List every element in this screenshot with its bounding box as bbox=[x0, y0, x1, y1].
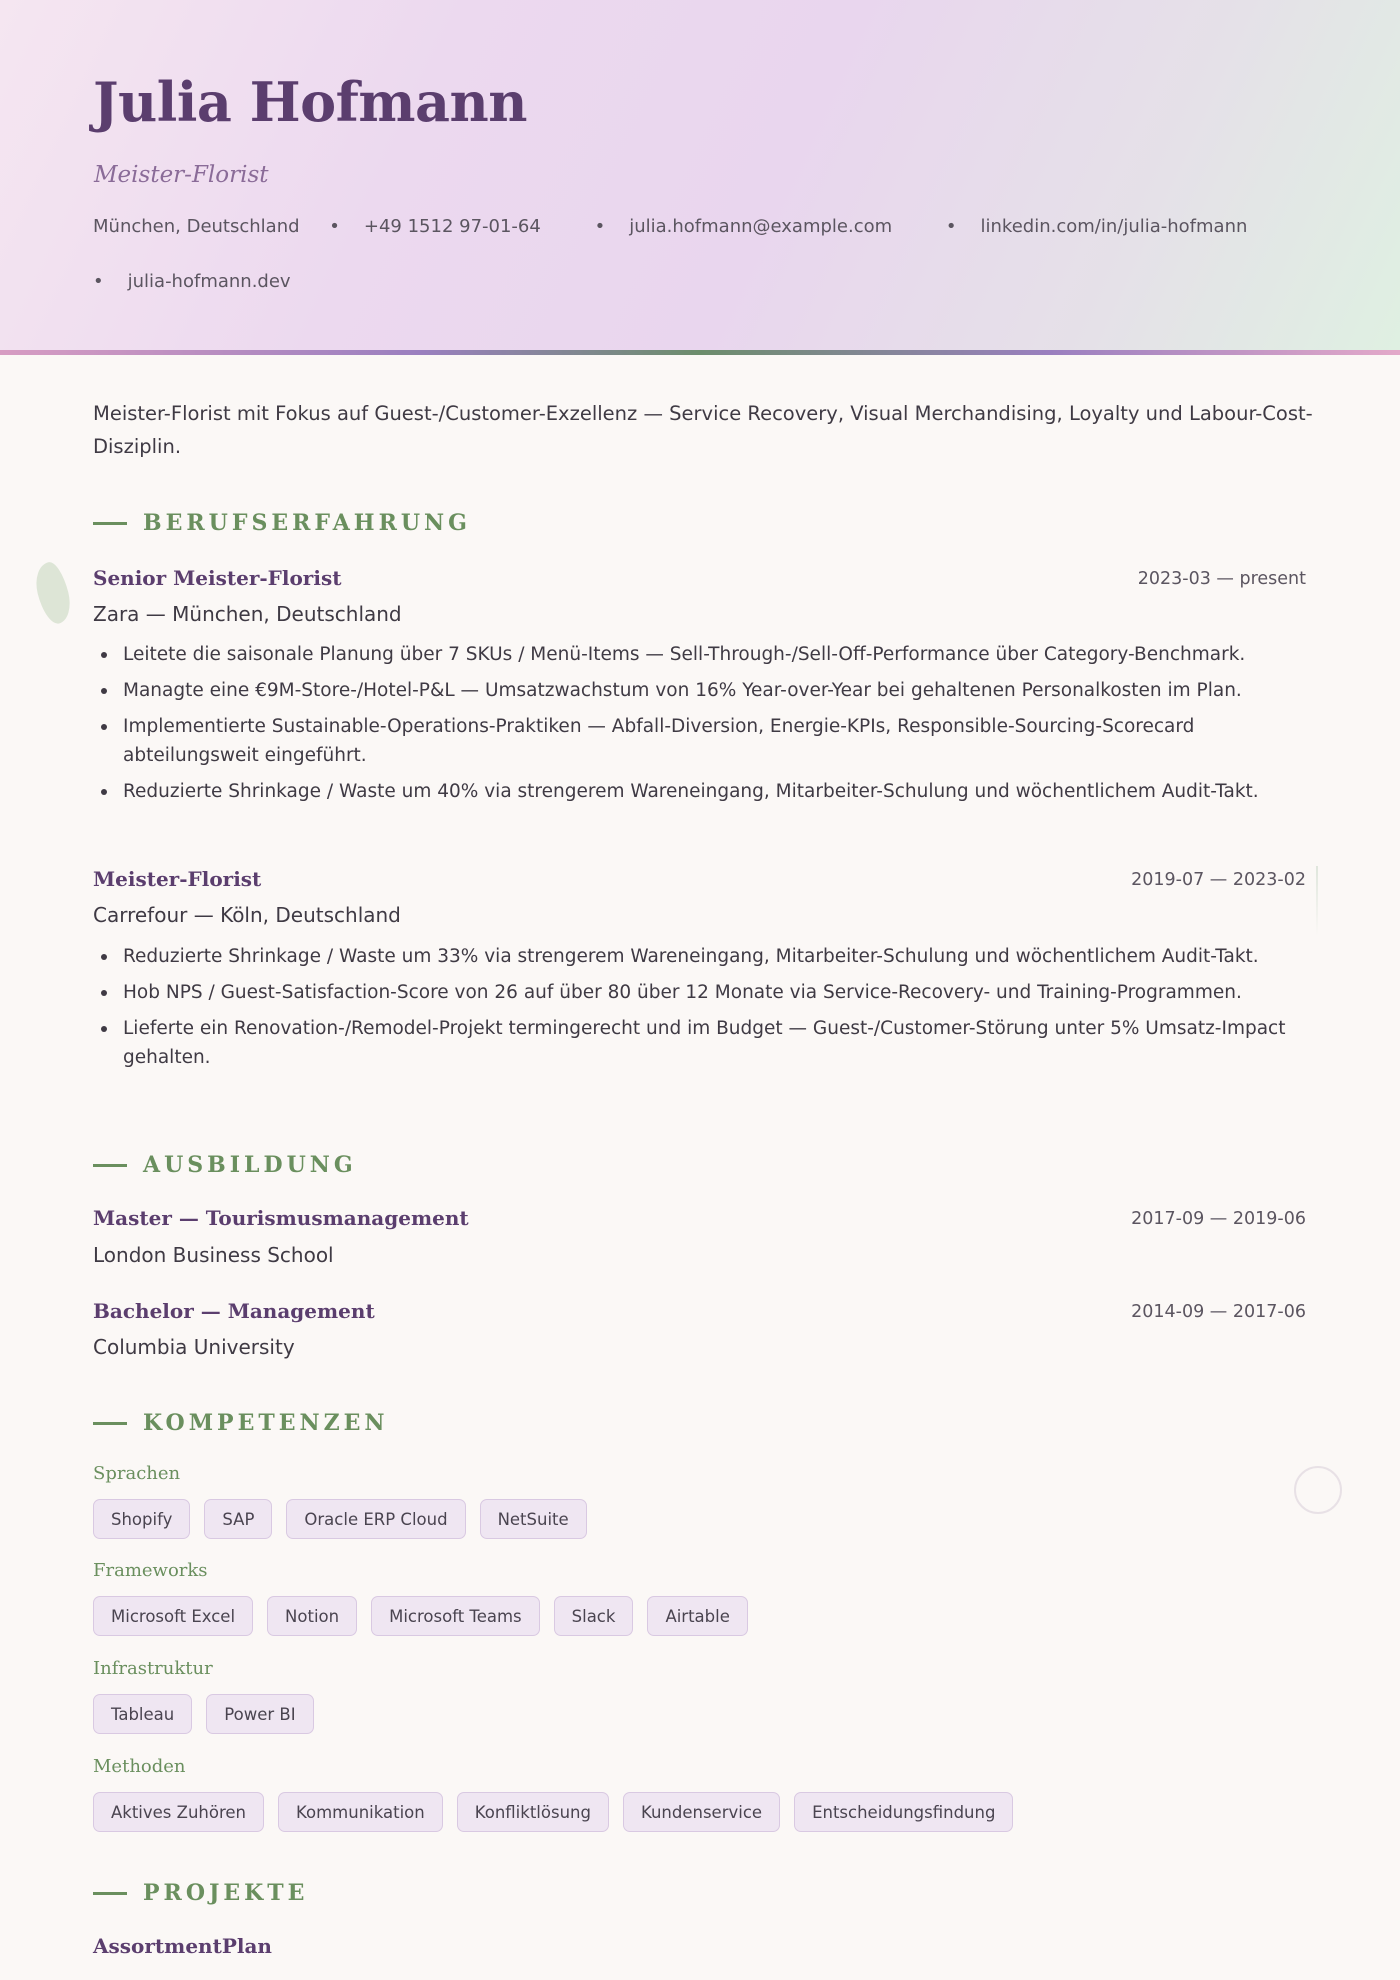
list-item: Implementierte Sustainable-Operations-Praktiken — Abfall-Diversion, Energie-KPIs, Responsible-Sourcing-Scorecard abteilungsweit eingeführt. bbox=[93, 712, 1308, 770]
list-item: Managte eine €9M-Store-/Hotel-P&L — Umsatzwachstum von 16% Year-over-Year bei gehaltenen Personalkosten im Plan. bbox=[93, 676, 1308, 705]
skill-chip: Entscheidungsfindung bbox=[794, 1792, 1013, 1832]
section-bar bbox=[93, 1422, 127, 1425]
job-title: Meister-Florist bbox=[93, 867, 262, 891]
list-item: Hob NPS / Guest-Satisfaction-Score von 26 auf über 80 über 12 Monate via Service-Recovery- und Training-Programmen. bbox=[93, 978, 1308, 1007]
section-skills bbox=[93, 1408, 389, 1438]
job-bullets bbox=[93, 942, 1308, 1079]
job-title: Senior Meister-Florist bbox=[93, 566, 342, 590]
project-title: AssortmentPlan bbox=[93, 1934, 272, 1958]
skill-group-label: Infrastruktur bbox=[93, 1658, 213, 1679]
candidate-name: Julia Hofmann bbox=[93, 70, 528, 134]
skill-chip: Notion bbox=[267, 1596, 357, 1636]
contact-phone-item bbox=[329, 216, 565, 237]
contact-email-item[interactable] bbox=[595, 216, 917, 237]
section-title: BERUFSERFAHRUNG bbox=[143, 510, 471, 536]
skill-group-label: Sprachen bbox=[93, 1463, 181, 1484]
skill-chip: Airtable bbox=[647, 1596, 747, 1636]
skill-chip: Oracle ERP Cloud bbox=[286, 1499, 465, 1539]
contact-linkedin[interactable]: linkedin.com/in/julia-hofmann bbox=[980, 216, 1248, 237]
job-bullets bbox=[93, 640, 1308, 813]
skill-group-label: Frameworks bbox=[93, 1560, 208, 1581]
separator-dot: • bbox=[93, 271, 104, 292]
candidate-role: Meister-Florist bbox=[94, 162, 269, 188]
job-dates: 2019-07 — 2023-02 bbox=[1131, 870, 1306, 890]
skill-group-label: Methoden bbox=[93, 1756, 186, 1777]
contact-line bbox=[93, 216, 1295, 237]
list-item: Leitete die saisonale Planung über 7 SKUs / Menü-Items — Sell-Through-/Sell-Off-Performance über Category-Benchmark. bbox=[93, 640, 1308, 669]
section-education bbox=[93, 1150, 357, 1180]
section-bar bbox=[93, 1892, 127, 1895]
skill-chip: Tableau bbox=[93, 1694, 192, 1734]
contact-website[interactable]: julia-hofmann.dev bbox=[127, 271, 291, 292]
skill-chip: Aktives Zuhören bbox=[93, 1792, 264, 1832]
section-bar bbox=[93, 1164, 127, 1167]
contact-website-item[interactable] bbox=[93, 271, 315, 292]
skill-chip: Konfliktlösung bbox=[457, 1792, 609, 1832]
section-title: PROJEKTE bbox=[143, 1880, 309, 1906]
line-decoration bbox=[1316, 866, 1318, 936]
skill-chip: Slack bbox=[554, 1596, 634, 1636]
section-title: AUSBILDUNG bbox=[143, 1152, 357, 1178]
skill-chip: Shopify bbox=[93, 1499, 190, 1539]
skill-chip: NetSuite bbox=[480, 1499, 587, 1539]
separator-dot: • bbox=[945, 216, 957, 237]
leaf-decoration bbox=[31, 559, 75, 626]
contact-line-2 bbox=[93, 271, 339, 292]
degree-title: Bachelor — Management bbox=[93, 1299, 375, 1323]
list-item: Reduzierte Shrinkage / Waste um 33% via strengerem Wareneingang, Mitarbeiter-Schulung und wöchentlichem Audit-Takt. bbox=[93, 942, 1308, 971]
contact-email[interactable]: julia.hofmann@example.com bbox=[629, 216, 893, 237]
skill-chip: SAP bbox=[204, 1499, 272, 1539]
degree-dates: 2014-09 — 2017-06 bbox=[1131, 1302, 1306, 1322]
skill-chip: Power BI bbox=[206, 1694, 313, 1734]
job-company: Carrefour — Köln, Deutschland bbox=[93, 903, 401, 927]
contact-phone: +49 1512 97-01-64 bbox=[363, 216, 541, 237]
skill-chips bbox=[93, 1499, 587, 1539]
list-item: Reduzierte Shrinkage / Waste um 40% via strengerem Wareneingang, Mitarbeiter-Schulung und wöchentlichem Audit-Takt. bbox=[93, 777, 1308, 806]
summary-text: Meister-Florist mit Fokus auf Guest-/Customer-Exzellenz — Service Recovery, Visual Merchandising, Loyalty und Labour-Cost-Disziplin. bbox=[93, 402, 1313, 458]
skill-chips bbox=[93, 1694, 314, 1734]
separator-dot: • bbox=[594, 216, 606, 237]
contact-linkedin-item[interactable] bbox=[946, 216, 1272, 237]
section-projects bbox=[93, 1878, 308, 1908]
section-experience bbox=[93, 508, 471, 538]
job-dates: 2023-03 — present bbox=[1137, 569, 1306, 589]
school-name: Columbia University bbox=[93, 1335, 295, 1359]
skill-chips bbox=[93, 1596, 748, 1636]
skill-chips bbox=[93, 1792, 1013, 1832]
skill-chip: Kundenservice bbox=[623, 1792, 780, 1832]
header-divider bbox=[0, 350, 1400, 355]
section-bar bbox=[93, 522, 127, 525]
degree-title: Master — Tourismusmanagement bbox=[93, 1206, 469, 1230]
contact-location: München, Deutschland bbox=[93, 216, 300, 237]
separator-dot: • bbox=[329, 216, 340, 237]
ring-decoration bbox=[1294, 1466, 1342, 1514]
resume-header bbox=[0, 0, 1400, 350]
list-item: Lieferte ein Renovation-/Remodel-Projekt termingerecht und im Budget — Guest-/Customer-Störung unter 5% Umsatz-Impact gehalten. bbox=[93, 1014, 1308, 1072]
section-title: KOMPETENZEN bbox=[143, 1410, 389, 1436]
skill-chip: Kommunikation bbox=[278, 1792, 443, 1832]
school-name: London Business School bbox=[93, 1243, 334, 1267]
job-company: Zara — München, Deutschland bbox=[93, 602, 402, 626]
skill-chip: Microsoft Excel bbox=[93, 1596, 253, 1636]
degree-dates: 2017-09 — 2019-06 bbox=[1131, 1209, 1306, 1229]
skill-chip: Microsoft Teams bbox=[371, 1596, 540, 1636]
